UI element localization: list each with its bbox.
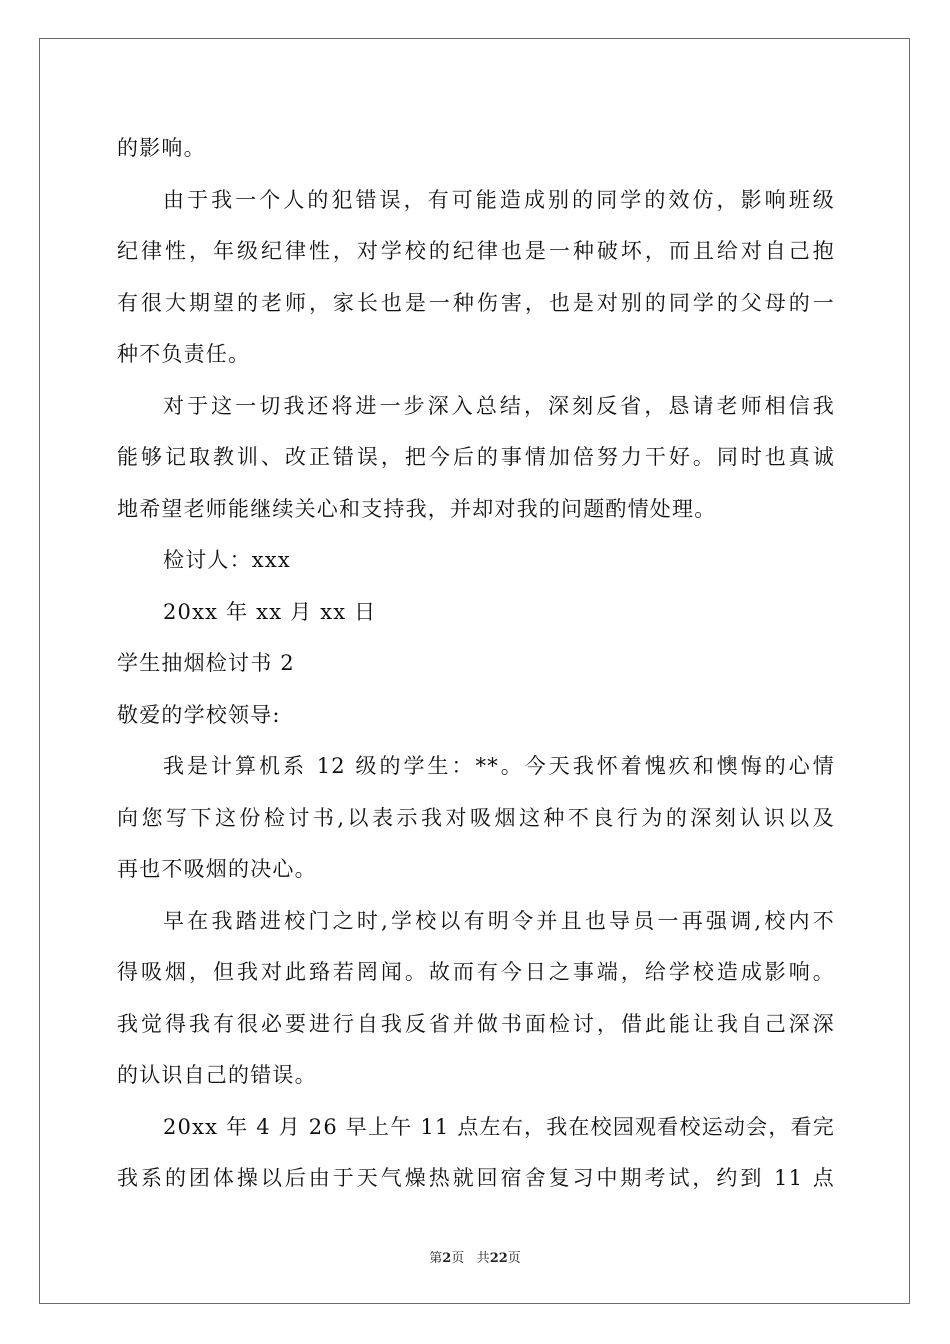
text-line: 我觉得我有很必要进行自我反省并做书面检讨，借此能让我自己深深 <box>117 1011 835 1036</box>
document-body <box>117 126 835 1208</box>
text-line: 得吸烟，但我对此臵若罔闻。故而有今日之事端，给学校造成影响。 <box>117 960 835 984</box>
text-line: 有很大期望的老师，家长也是一种伤害，也是对别的同学的父母的一 <box>117 290 835 315</box>
footer-total-prefix: 共 <box>476 1251 490 1266</box>
text-line: 纪律性，年级纪律性，对学校的纪律也是一种破坏，而且给对自己抱 <box>117 239 835 263</box>
text-line: 由于我一个人的犯错误，有可能造成别的同学的效仿，影响班级 <box>163 187 835 212</box>
text-line: 敬爱的学校领导: <box>117 702 281 727</box>
page-footer <box>0 1247 950 1266</box>
text-line: 我是计算机系 12 级的学生：**。今天我怀着愧疚和懊悔的心情 <box>163 754 835 778</box>
footer-page-unit: 页 <box>451 1251 465 1266</box>
text-line: 早在我踏进校门之时,学校以有明令并且也导员一再强调,校内不 <box>163 908 835 933</box>
text-line: 我系的团体操以后由于天气燥热就回宿舍复习中期考试，约到 11 点 <box>117 1166 835 1190</box>
text-line: 20xx 年 xx 月 xx 日 <box>163 599 377 624</box>
text-line: 学生抽烟检讨书 2 <box>117 651 295 675</box>
text-line: 向您写下这份检讨书,以表示我对吸烟这种不良行为的深刻认识以及 <box>117 805 835 830</box>
text-line: 种不负责任。 <box>117 342 251 366</box>
text-line: 检讨人：xxx <box>163 548 291 572</box>
footer-prefix: 第 <box>429 1251 443 1266</box>
text-line: 的认识自己的错误。 <box>117 1063 317 1087</box>
text-line: 对于这一切我还将进一步深入总结，深刻反省，恳请老师相信我 <box>163 393 835 418</box>
text-line: 再也不吸烟的决心。 <box>117 857 317 881</box>
text-line: 能够记取教训、改正错误，把今后的事情加倍努力干好。同时也真诚 <box>117 445 835 469</box>
current-page-number: 2 <box>442 1251 452 1266</box>
text-line: 地希望老师能继续关心和支持我，并却对我的问题酌情处理。 <box>117 496 717 521</box>
text-line: 的影响。 <box>117 136 206 160</box>
text-line: 20xx 年 4 月 26 早上午 11 点左右，我在校园观看校运动会，看完 <box>163 1114 835 1139</box>
footer-total-unit: 页 <box>507 1251 521 1266</box>
total-page-count: 22 <box>489 1251 508 1266</box>
